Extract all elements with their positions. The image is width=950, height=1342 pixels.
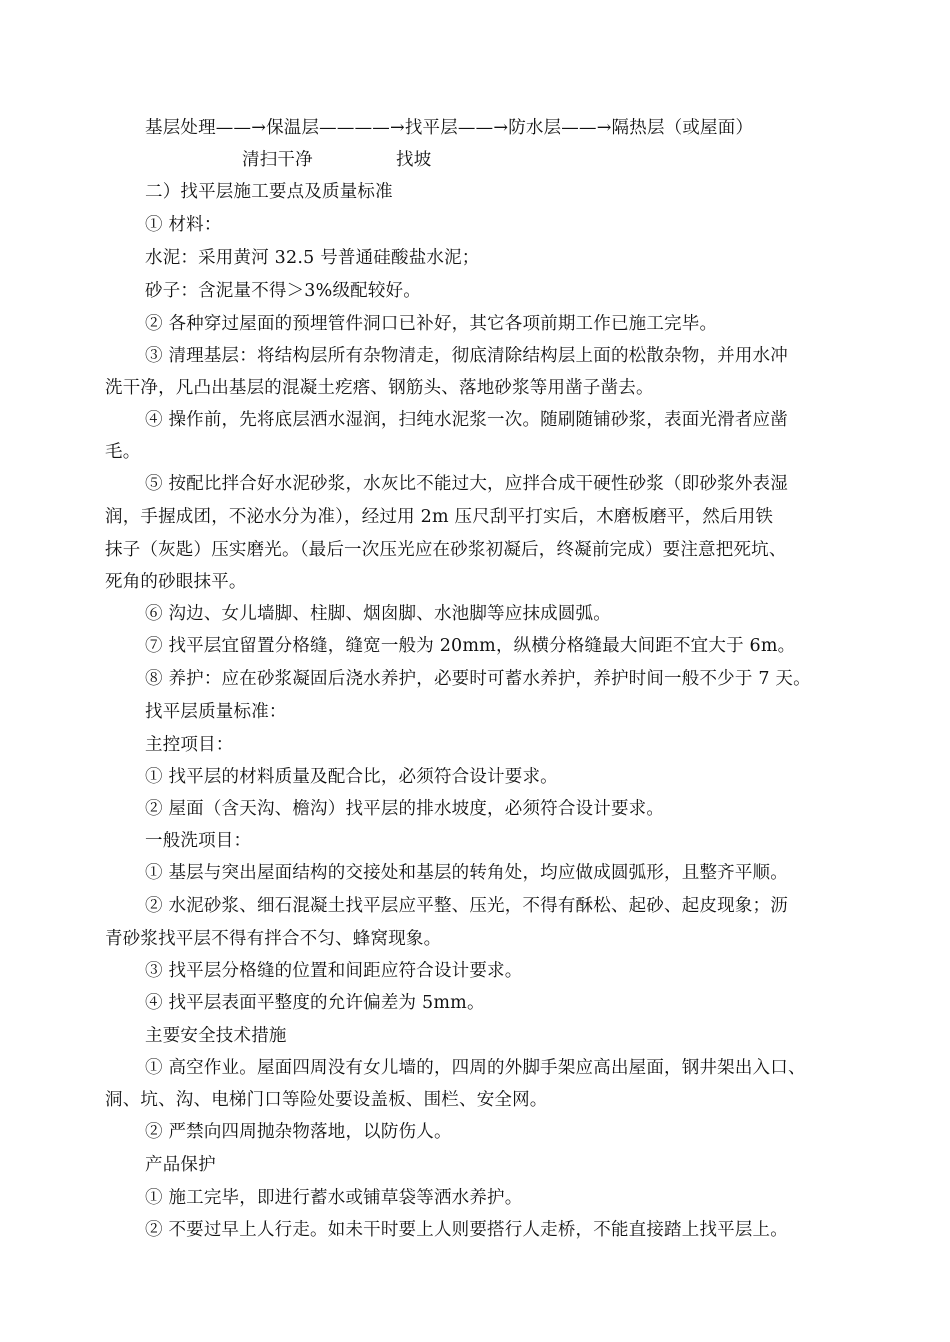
- subheading: 一般洗项目：: [145, 831, 252, 851]
- subheading: 主要安全技术措施: [145, 1026, 287, 1046]
- paragraph: ③ 清理基层：将结构层所有杂物清走，彻底清除结构层上面的松散杂物，并用水冲: [145, 346, 788, 366]
- paragraph: ④ 操作前，先将底层洒水湿润，扫纯水泥浆一次。随刷随铺砂浆，表面光滑者应凿: [145, 410, 788, 430]
- paragraph: ⑤ 按配比拌合好水泥砂浆，水灰比不能过大，应拌合成干硬性砂浆（即砂浆外表湿: [145, 474, 788, 494]
- paragraph: ① 高空作业。屋面四周没有女儿墙的，四周的外脚手架应高出屋面，钢井架出入口、: [145, 1058, 806, 1078]
- paragraph: ⑦ 找平层宜留置分格缝，缝宽一般为 20mm，纵横分格缝最大间距不宜大于 6m。: [145, 636, 796, 656]
- paragraph-continuation: 死角的砂眼抹平。: [105, 572, 247, 592]
- paragraph: ② 屋面（含天沟、檐沟）找平层的排水坡度，必须符合设计要求。: [145, 799, 665, 819]
- paragraph: ⑧ 养护：应在砂浆凝固后浇水养护，必要时可蓄水养护，养护时间一般不少于 7 天。: [145, 669, 811, 689]
- subheading: 找平层质量标准：: [145, 702, 287, 722]
- paragraph: 水泥：采用黄河 32.5 号普通硅酸盐水泥；: [145, 248, 480, 268]
- paragraph: ② 水泥砂浆、细石混凝土找平层应平整、压光，不得有酥松、起砂、起皮现象；沥: [145, 896, 788, 916]
- paragraph: ② 各种穿过屋面的预埋管件洞口已补好，其它各项前期工作已施工完毕。: [145, 314, 718, 334]
- paragraph-continuation: 洞、坑、沟、电梯门口等险处要设盖板、围栏、安全网。: [105, 1090, 548, 1110]
- paragraph-continuation: 抹子（灰匙）压实磨光。（最后一次压光应在砂浆初凝后，终凝前完成）要注意把死坑、: [105, 540, 787, 560]
- paragraph: ④ 找平层表面平整度的允许偏差为 5mm。: [145, 993, 485, 1013]
- paragraph: 砂子：含泥量不得＞3%级配较好。: [145, 281, 421, 301]
- flow-note-clean: 清扫干净: [242, 150, 313, 170]
- subheading: 产品保护: [145, 1155, 216, 1175]
- paragraph-continuation: 洗干净，凡凸出基层的混凝土疙瘩、钢筋头、落地砂浆等用凿子凿去。: [105, 378, 654, 398]
- paragraph: ③ 找平层分格缝的位置和间距应符合设计要求。: [145, 961, 523, 981]
- process-flow-row: 基层处理——→保温层————→找平层——→防水层——→隔热层（或屋面）: [145, 118, 754, 138]
- paragraph: ① 施工完毕，即进行蓄水或铺草袋等洒水养护。: [145, 1188, 523, 1208]
- paragraph: ② 严禁向四周抛杂物落地，以防伤人。: [145, 1122, 452, 1142]
- flow-note-slope: 找坡: [396, 150, 432, 170]
- section-heading: 二）找平层施工要点及质量标准: [145, 182, 393, 202]
- paragraph: ② 不要过早上人行走。如未干时要上人则要搭行人走桥，不能直接踏上找平层上。: [145, 1220, 788, 1240]
- paragraph: ① 材料：: [145, 215, 222, 235]
- paragraph-continuation: 青砂浆找平层不得有拌合不匀、蜂窝现象。: [105, 929, 442, 949]
- paragraph-continuation: 毛。: [105, 442, 141, 462]
- paragraph: ⑥ 沟边、女儿墙脚、柱脚、烟囱脚、水池脚等应抹成圆弧。: [145, 604, 611, 624]
- paragraph-continuation: 润，手握成团，不泌水分为准），经过用 2m 压尺刮平打实后，木磨板磨平，然后用铁: [105, 507, 774, 527]
- paragraph: ① 找平层的材料质量及配合比，必须符合设计要求。: [145, 767, 558, 787]
- paragraph: ① 基层与突出屋面结构的交接处和基层的转角处，均应做成圆弧形，且整齐平顺。: [145, 863, 788, 883]
- subheading: 主控项目：: [145, 735, 234, 755]
